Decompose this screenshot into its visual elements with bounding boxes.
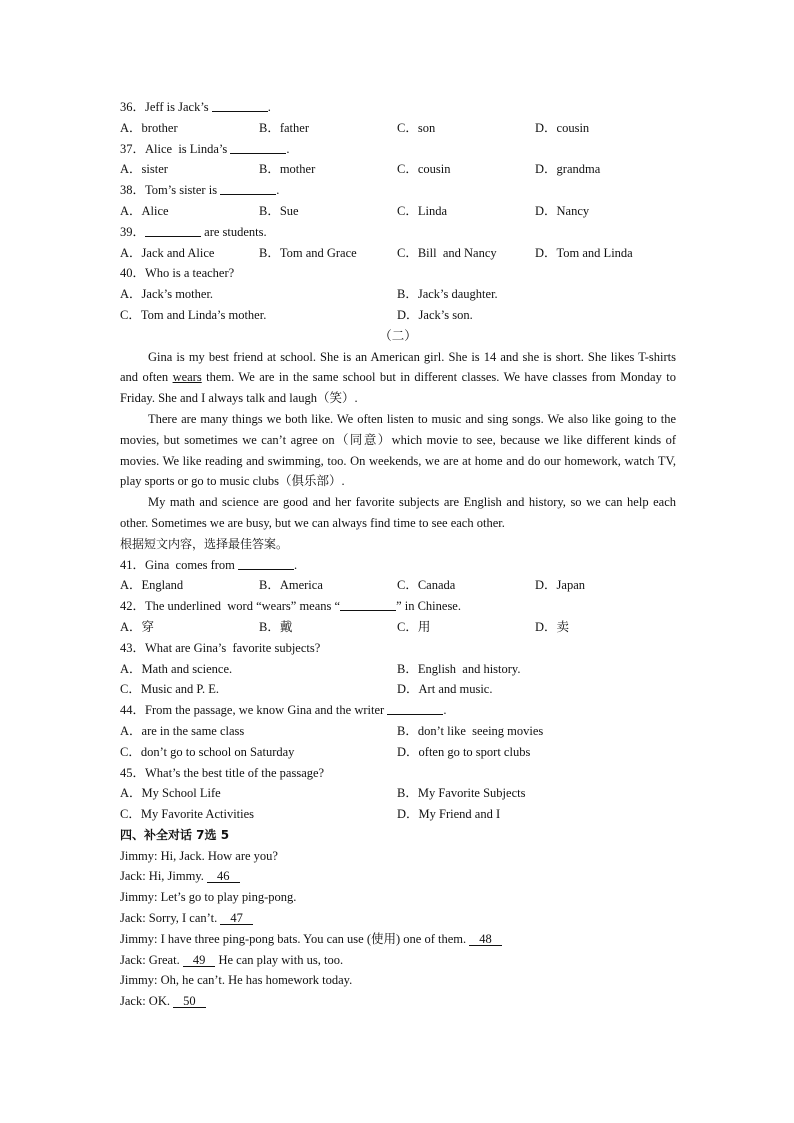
option: A．穿 [120,619,155,634]
section-two-title: （二） [379,328,417,343]
dialogue-line [120,908,676,929]
question-number: 38． [120,183,146,198]
question-end: . [286,141,290,156]
option: A．Jack’s mother. [120,287,214,302]
dialogue-line [120,970,676,991]
option: B．Jack’s daughter. [397,287,498,302]
dialogue-text: Jimmy: Oh, he can’t. He has homework today. [120,973,353,988]
question-number: 37． [120,141,146,156]
answer-blank [387,702,443,715]
passage-paragraph-2: There are many things we both like. We often listen to music and sing songs. We also like going to the movies, but sometimes we can’t agree on（同意）which movie to see, because we like different kinds of movies. We like reading and swimming, too. On weekends, we are at home and do our homework, watch TV, play sports or go to music clubs（俱乐部）. [120,411,676,489]
question-38 [120,180,676,201]
dialogue-text: Jack: Sorry, I can’t. [120,911,221,926]
option: C．don’t go to school on Saturday [120,744,295,759]
option: B．father [259,120,309,135]
dialogue-text: Jimmy: Let’s go to play ping-pong. [120,890,297,905]
option: C．Tom and Linda’s mother. [120,307,267,322]
options-40-row1 [120,284,676,305]
dialogue-text: Jack: Great. [120,952,183,967]
options-43-row1 [120,659,676,680]
option: A．Math and science. [120,661,233,676]
question-42 [120,596,676,617]
options-42 [120,617,676,638]
option: D．My Friend and I [397,807,501,822]
question-stem: 43．What are Gina’s favorite subjects? [120,640,321,655]
option: A．brother [120,120,178,135]
passage-paragraph-3: My math and science are good and her favorite subjects are English and history, so we can help each other. Sometimes we are busy, but we can always find time to see each other. [120,495,676,530]
question-number: 39． [120,224,146,239]
option: B．English and history. [397,661,521,676]
question-stem: 41．Gina comes from [120,557,235,572]
option: D．Tom and Linda [535,245,633,260]
answer-blank [340,598,396,611]
dialogue-blank: 47 [220,912,253,925]
question-end: . [276,183,280,198]
option: C．Linda [397,203,447,218]
option: C．Music and P. E. [120,682,219,697]
option: B．don’t like seeing movies [397,723,544,738]
question-stem: 45．What’s the best title of the passage? [120,765,325,780]
options-43-row2 [120,679,676,700]
option: B．My Favorite Subjects [397,786,526,801]
question-stem: 42．The underlined word “wears” means “ [120,599,341,614]
answer-blank [212,99,268,112]
option: B．Tom and Grace [259,245,357,260]
option: C．cousin [397,162,451,177]
dialogue-line [120,866,676,887]
option: D．Nancy [535,203,590,218]
passage-text: Gina is my best friend at school. She is an American girl. She is 14 and she is short. She likes T-shirts and often [120,349,676,385]
instruction: 根据短文内容，选择最佳答案。 [120,536,289,551]
option: B．戴 [259,619,293,634]
option: C．Bill and Nancy [397,245,497,260]
question-40 [120,263,676,284]
question-44 [120,700,676,721]
passage-text: them. We are in the same school but in different classes. We have classes from Monday to Friday. She and I always talk and laugh（笑）. [120,370,676,406]
dialogue-blank: 48 [469,933,502,946]
option: B．mother [259,162,316,177]
question-end: are students. [201,224,267,239]
dialogue-text: Jimmy: I have three ping-pong bats. You can use (使用) one of them. [120,931,470,946]
question-stem: 40．Who is a teacher? [120,266,235,281]
dialogue-line [120,929,676,950]
dialogue-text: Jimmy: Hi, Jack. How are you? [120,848,278,863]
options-40-row2 [120,305,676,326]
worksheet-page [120,97,676,1012]
option: B．Sue [259,203,299,218]
underlined-word: wears [172,370,202,385]
option: D．often go to sport clubs [397,744,531,759]
option: C．son [397,120,436,135]
options-45-row2 [120,804,676,825]
dialogue-text: Jack: Hi, Jimmy. [120,869,208,884]
question-39 [120,222,676,243]
option: D．cousin [535,120,590,135]
question-stem: Jeff is Jack’s [145,100,209,114]
options-44-row1 [120,721,676,742]
options-44-row2 [120,742,676,763]
question-end: . [443,703,447,718]
dialogue-text: He can play with us, too. [215,952,344,967]
options-41 [120,575,676,596]
options-37 [120,159,676,180]
section-four-title: 四、补全对话 7选 5 [120,827,230,842]
answer-blank [145,224,201,237]
passage-paragraph-1 [120,347,676,409]
dialogue-line [120,846,676,867]
option: A．England [120,578,184,593]
options-39 [120,243,676,264]
option: D．Art and music. [397,682,493,697]
answer-blank [220,182,276,195]
dialogue-blank: 50 [173,995,206,1008]
options-36 [120,118,676,139]
option: A．are in the same class [120,723,245,738]
question-stem: ” in Chinese. [396,599,461,614]
question-45 [120,763,676,784]
dialogue-blank: 49 [183,954,216,967]
question-36 [120,97,676,118]
question-37 [120,139,676,160]
option: A．Jack and Alice [120,245,215,260]
dialogue-text: Jack: OK. [120,994,174,1009]
options-38 [120,201,676,222]
question-43 [120,638,676,659]
dialogue-line [120,991,676,1012]
options-45-row1 [120,783,676,804]
answer-blank [238,557,294,570]
answer-blank [230,141,286,154]
option: D．卖 [535,619,570,634]
option: C．用 [397,619,431,634]
question-number: 36． [120,100,146,114]
option: B．America [259,578,323,593]
question-end: . [294,557,298,572]
question-stem: Tom’s sister is [145,183,218,198]
option: A．My School Life [120,786,221,801]
question-stem: 44．From the passage, we know Gina and the writer [120,703,385,718]
question-41 [120,555,676,576]
option: C．Canada [397,578,456,593]
option: D．Japan [535,578,585,593]
option: A．sister [120,162,168,177]
option: D．grandma [535,162,601,177]
option: D．Jack’s son. [397,307,473,322]
question-end: . [267,100,271,114]
dialogue-line [120,950,676,971]
dialogue-blank: 46 [207,870,240,883]
option: C．My Favorite Activities [120,807,255,822]
option: A．Alice [120,203,169,218]
dialogue-line [120,887,676,908]
question-stem: Alice is Linda’s [145,141,228,156]
